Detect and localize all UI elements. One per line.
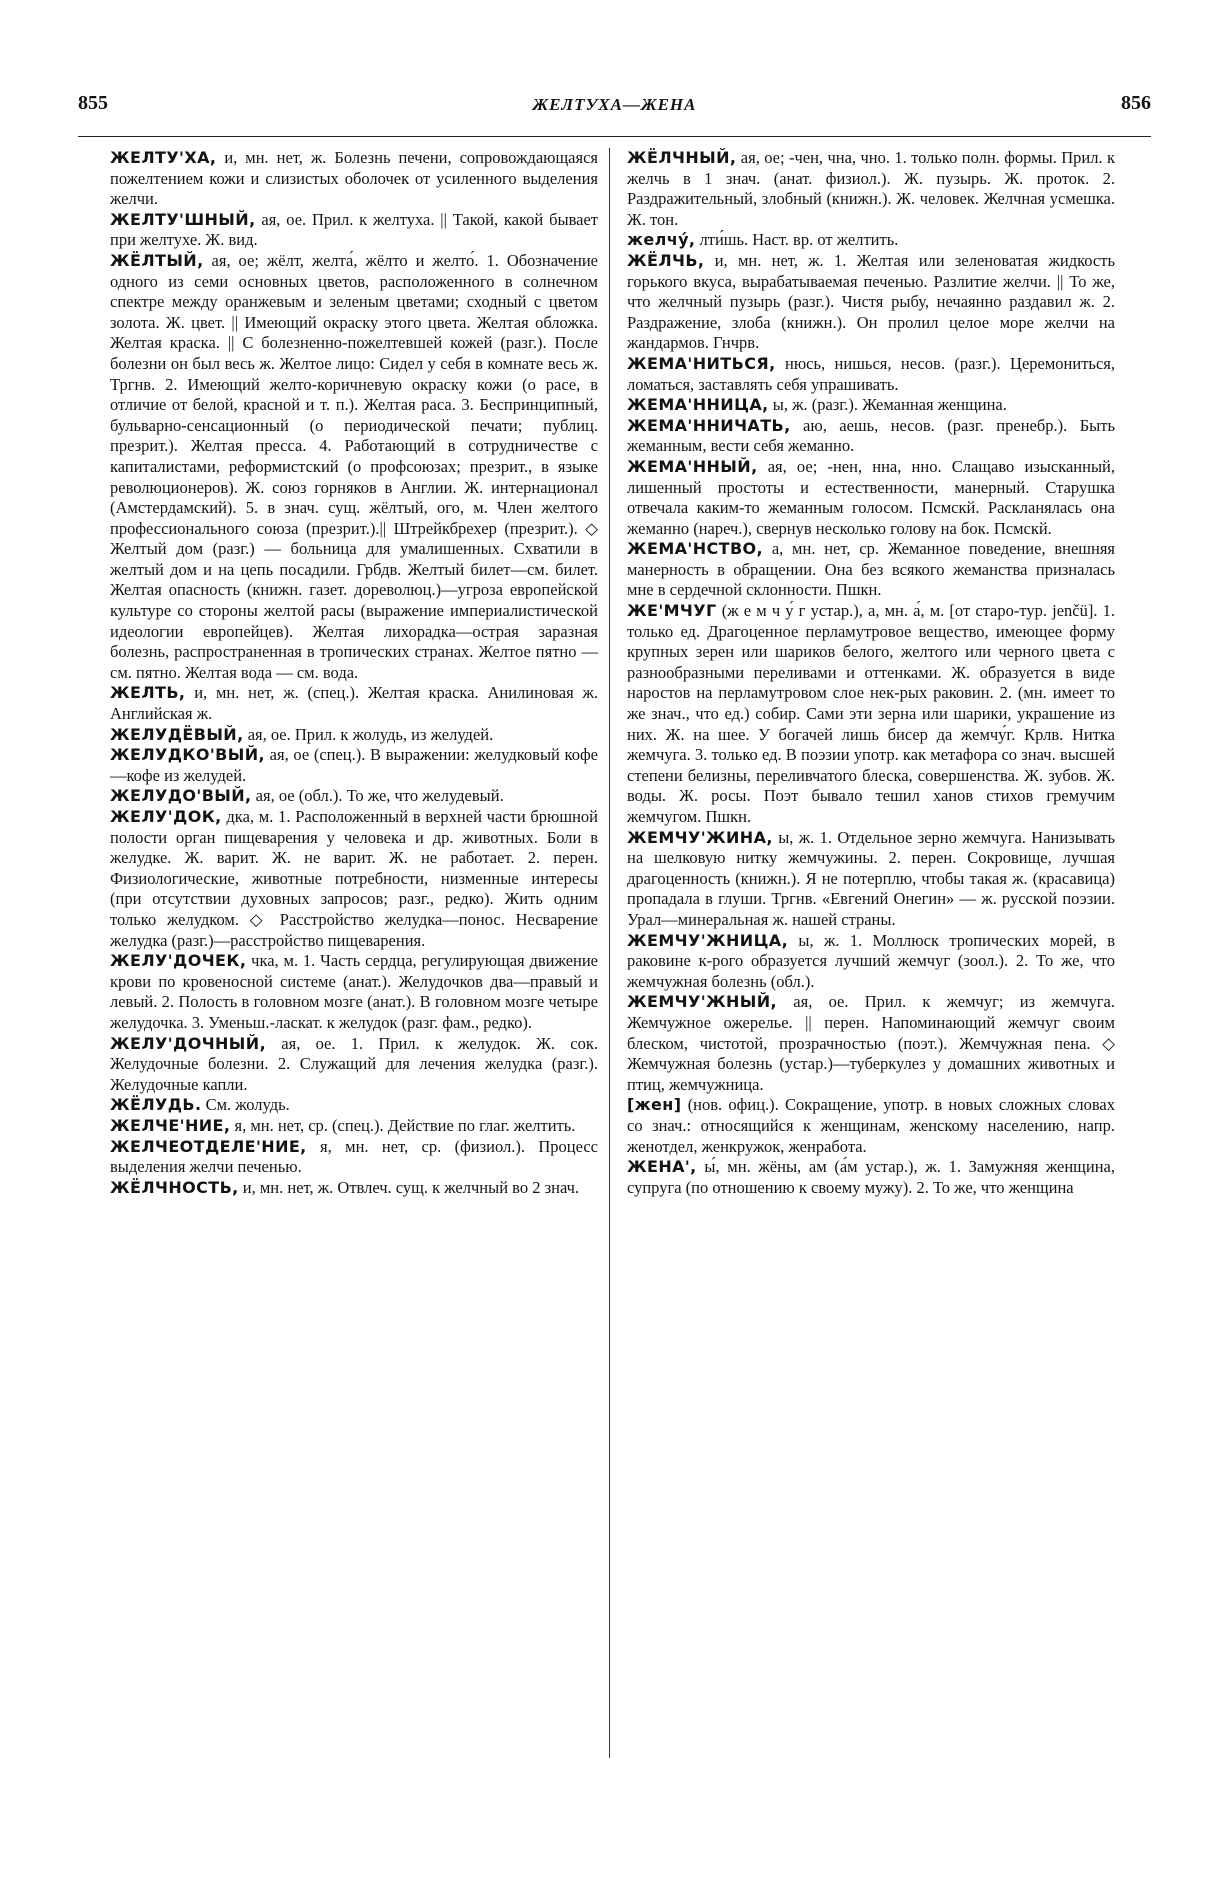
dictionary-entry bbox=[110, 210, 598, 251]
dictionary-entry bbox=[627, 601, 1115, 828]
dictionary-entry bbox=[110, 725, 598, 746]
dictionary-entry bbox=[627, 992, 1115, 1095]
entry-headword: ЖЕМА'ННИЦА, bbox=[627, 395, 769, 415]
entry-definition: дка, м. 1. Расположенный в верхней части брюшной полости орган пищеварения у человека и др. животных. Боли в желудке. Ж. варит. Ж. не варит. Ж. не работает. 2. перен. Физиологические, животные потребности, низменные интересы (при отсутствии духовных запросов; разг., редко). Жить одним только желудком. ◇ Расстройство желудка—понос. Несварение желудка (разг.)—расстройство пищеварения. bbox=[110, 807, 598, 950]
entry-headword: ЖЕЛТЬ, bbox=[110, 683, 186, 703]
right-column bbox=[627, 148, 1115, 1198]
entry-definition: я, мн. нет, ср. (спец.). Действие по глаг. желтить. bbox=[230, 1115, 576, 1135]
entry-definition: ая, ое; -чен, чна, чно. 1. только полн. формы. Прил. к желчь в 1 знач. (анат. физиол.). Ж. пузырь. Ж. проток. 2. Раздражительный, злобный (книжн.). Ж. человек. Желчная усмешка. Ж. тон. bbox=[627, 148, 1115, 229]
entry-headword: ЖЕЛУ'ДОЧНЫЙ, bbox=[110, 1033, 267, 1053]
dictionary-entry bbox=[627, 1095, 1115, 1157]
dictionary-entry bbox=[110, 1178, 598, 1199]
running-title: ЖЕЛТУХА—ЖЕНА bbox=[532, 95, 697, 114]
entry-definition: и, мн. нет, ж. Отвлеч. сущ. к желчный во 2 знач. bbox=[238, 1177, 580, 1197]
dictionary-entry bbox=[627, 230, 1115, 251]
entry-headword: ЖЁЛЧНЫЙ, bbox=[627, 148, 737, 167]
entry-definition: ы́, мн. жёны, ам (а́м устар.), ж. 1. Замужняя женщина, супруга (по отношению к своему мужу). 2. То же, что женщина bbox=[627, 1157, 1115, 1197]
entry-headword: ЖЕЛТУ'ШНЫЙ, bbox=[110, 209, 256, 229]
dictionary-entry bbox=[110, 951, 598, 1033]
entry-headword: ЖЁЛЧНОСТЬ, bbox=[110, 1177, 239, 1197]
dictionary-entry bbox=[627, 395, 1115, 416]
entry-definition: (ж е м ч у́ г устар.), а, мн. а́, м. [от старо-тур. jenčü]. 1. только ед. Драгоценное перламутровое вещество, имеющее форму крупных зерен или шариков белого, желтого или черного цвета с разнообразными переливами и оттенками. Ж. образуется в виде наростов на перламутровом слое нек-рых раковин. 2. (мн. имеет то же знач., что ед.) собир. Сами эти зерна или шарики, украшение из них. Ж. на шее. У богачей лишь бисер да жемчу́г. Крлв. Нитка жемчуга. 3. только ед. В поэзии употр. как метафора со знач. высшей степени белизны, переливчатого блеска, совершенства. Ж. зубов. Ж. воды. Ж. росы. Поэт бывало тешил ханов стихов гремучим жемчугом. Пшкн. bbox=[627, 601, 1115, 826]
entry-definition: ая, ое. 1. Прил. к желудок. Ж. сок. Желудочные болезни. 2. Служащий для лечения желудка (разг.). Желудочные капли. bbox=[110, 1033, 598, 1094]
entry-headword: ЖЕЛУДЁВЫЙ, bbox=[110, 724, 244, 744]
entry-headword: ЖЕЛУДО'ВЫЙ, bbox=[110, 786, 252, 806]
entry-definition: ая, ое. Прил. к желтуха. || Такой, какой бывает при желтухе. Ж. вид. bbox=[110, 209, 598, 250]
dictionary-entry bbox=[627, 354, 1115, 395]
dictionary-entry bbox=[110, 1137, 598, 1178]
entry-definition: я, мн. нет, ср. (физиол.). Процесс выделения желчи печенью. bbox=[110, 1136, 598, 1177]
entry-definition: ая, ое; жёлт, желта́, жёлто и желто́. 1. Обозначение одного из семи основных цветов, расположенного в солнечном спектре между оранжевым и зеленым цветами; сходный с цветом золота. Ж. цвет. || Имеющий окраску этого цвета. Желтая обложка. Желтая краска. || С болезненно-пожелтевшей кожей (разг.). После болезни он был весь ж. Желтое лицо: Сидел у себя в комнате весь ж. Тргнв. 2. Имеющий желто-коричневую окраску кожи (о расе, в отличие от белой, красной и т. п.). Желтая раса. 3. Беспринципный, бульварно-сенсационный (о периодической печати; публиц. презрит.). Желтая пресса. 4. Работающий в сотрудничестве с капиталистами, реформистский (о профсоюзах; презрит., в языке революционеров). Ж. союз горняков в Англии. Ж. интернационал (Амстердамский). 5. в знач. сущ. жёлтый, ого, м. Член желтого профессионального союза (презрит.).|| Штрейкбрехер (презрит.). ◇ Желтый дом (разг.) — больница для умалишенных. Схватили в желтый дом и на цепь посадили. Грбдв. Желтый билет—см. билет. Желтая опасность (книжн. газет. дореволюц.)—угроза европейской культуре со стороны желтой расы (выражение империалистической идеологии европейцев). Желтая лихорадка—острая заразная болезнь, распространенная в тропических странах. Желтое пятно — см. пятно. Желтая вода — см. вода. bbox=[110, 250, 598, 682]
entry-headword: ЖЕМЧУ'ЖНИЦА, bbox=[627, 930, 789, 950]
entry-definition: лти́шь. Наст. вр. от желтить. bbox=[695, 230, 899, 250]
entry-definition: ая, ое; -нен, нна, нно. Слащаво изысканный, лишенный простоты и естественности, манерный. Старушка отвечала каким-то жеманным голосом. Псмскй. Раскланялась она жеманно (нареч.), свернув несколько голову на бок. Псмскй. bbox=[627, 456, 1115, 538]
entry-headword: ЖЕЛЧЕ'НИЕ, bbox=[110, 1115, 231, 1135]
entry-headword: ЖЕНА', bbox=[627, 1157, 697, 1177]
header-rule bbox=[78, 136, 1151, 137]
entry-headword: ЖЁЛУДЬ. bbox=[110, 1095, 202, 1115]
entry-definition: ы, ж. 1. Отдельное зерно жемчуга. Нанизывать на шелковую нитку жемчужины. 2. перен. Сокровище, лучшая драгоценность (книжн.). Я не потерплю, чтобы такая ж. (красавица) пропадала в глуши. Тргнв. «Евгений Онегин» — ж. русской поэзии. Урал—минеральная ж. нашей страны. bbox=[627, 827, 1115, 929]
entry-definition: а, мн. нет, ср. Жеманное поведение, внешняя манерность в обращении. Она без всякого жеманства призналась мне в сердечной склонности. Пшкн. bbox=[627, 539, 1115, 600]
entry-headword: ЖЕМА'ННЫЙ, bbox=[627, 456, 758, 476]
entry-headword: ЖЕЛУ'ДОЧЕК, bbox=[110, 951, 247, 971]
dictionary-entry bbox=[627, 539, 1115, 601]
dictionary-entry bbox=[627, 828, 1115, 931]
entry-definition: ая, ое (обл.). То же, что желудевый. bbox=[251, 786, 504, 806]
entry-definition: чка, м. 1. Часть сердца, регулирующая движение крови по кровеносной системе (анат.). Желудочков два—правый и левый. 2. Полость в головном мозге (анат.). В головном мозге четыре желудочка. 3. Уменьш.-ласкат. к желудок (разг. фам., редко). bbox=[110, 951, 598, 1032]
page-number-left: 855 bbox=[78, 92, 108, 114]
dictionary-entry bbox=[110, 1034, 598, 1096]
entry-headword: ЖЕМА'ННИЧАТЬ, bbox=[627, 415, 791, 435]
entry-headword: желчу́, bbox=[627, 230, 696, 250]
entry-definition: ая, ое. Прил. к жемчуг; из жемчуга. Жемчужное ожерелье. || перен. Напоминающий жемчуг своим блеском, чистотой, прозрачностью (поэт.). Жемчужная пена. ◇ Жемчужная болезнь (устар.)—туберкулез у домашних животных и птиц, жемчужница. bbox=[627, 992, 1115, 1094]
entry-definition: и, мн. нет, ж. Болезнь печени, сопровождающаяся пожелтением кожи и слизистых оболочек от усиленного выделения желчи. bbox=[110, 148, 598, 209]
dictionary-entry bbox=[110, 251, 598, 683]
entry-headword: ЖЕЛУ'ДОК, bbox=[110, 807, 222, 826]
entry-definition: нюсь, нишься, несов. (разг.). Церемониться, ломаться, заставлять себя упрашивать. bbox=[627, 353, 1115, 394]
dictionary-entry bbox=[627, 251, 1115, 354]
entry-headword: ЖЕМЧУ'ЖНЫЙ, bbox=[627, 992, 778, 1012]
dictionary-entry bbox=[627, 457, 1115, 539]
page-number-right: 856 bbox=[1121, 92, 1151, 114]
entry-definition: и, мн. нет, ж. 1. Желтая или зеленоватая жидкость горького вкуса, вырабатываемая печенью. Разлитие желчи. || То же, что желчный пузырь (разг.). Чистя рыбу, нечаянно раздавил ж. 2. Раздражение, злоба (книжн.). Он пролил целое море желчи на жандармов. Гнчрв. bbox=[627, 250, 1115, 353]
entry-headword: ЖЕМА'НИТЬСЯ, bbox=[627, 353, 776, 373]
dictionary-entry bbox=[627, 416, 1115, 457]
dictionary-entry bbox=[110, 683, 598, 724]
dictionary-entry bbox=[110, 1116, 598, 1137]
dictionary-entry bbox=[627, 931, 1115, 993]
dictionary-entry bbox=[110, 148, 598, 210]
entry-headword: ЖЕМЧУ'ЖИНА, bbox=[627, 827, 773, 847]
entry-headword: ЖЕЛЧЕОТДЕЛЕ'НИЕ, bbox=[110, 1136, 307, 1156]
entry-definition: ая, ое (спец.). В выражении: желудковый кофе—кофе из желудей. bbox=[110, 745, 598, 785]
entry-headword: ЖЁЛТЫЙ, bbox=[110, 250, 204, 270]
dictionary-entry bbox=[110, 745, 598, 786]
column-divider bbox=[609, 148, 610, 1758]
entry-definition: См. жолудь. bbox=[201, 1095, 290, 1115]
entry-definition: и, мн. нет, ж. (спец.). Желтая краска. Анилиновая ж. Английская ж. bbox=[110, 683, 598, 724]
dictionary-entry bbox=[627, 1157, 1115, 1198]
dictionary-entry bbox=[110, 807, 598, 951]
entry-headword: ЖЁЛЧЬ, bbox=[627, 250, 705, 270]
entry-headword: ЖЕМА'НСТВО, bbox=[627, 539, 764, 559]
entry-definition: ая, ое. Прил. к жолудь, из желудей. bbox=[243, 724, 494, 744]
left-column bbox=[110, 148, 598, 1198]
entry-headword: ЖЕЛУДКО'ВЫЙ, bbox=[110, 745, 266, 765]
entry-headword: ЖЕ'МЧУГ bbox=[627, 601, 717, 621]
entry-definition: аю, аешь, несов. (разг. пренебр.). Быть жеманным, вести себя жеманно. bbox=[627, 415, 1115, 456]
entry-definition: ы, ж. 1. Моллюск тропических морей, в раковине к-рого образуется лучший жемчуг (зоол.). 2. То же, что жемчужная болезнь (обл.). bbox=[627, 930, 1115, 991]
entry-headword: ЖЕЛТУ'ХА, bbox=[110, 148, 217, 167]
dictionary-entry bbox=[627, 148, 1115, 230]
dictionary-entry bbox=[110, 1095, 598, 1116]
entry-definition: (нов. офиц.). Сокращение, употр. в новых сложных словах со знач.: относящийся к женщинам, женскому населению, напр. женотдел, женкружок, женработа. bbox=[627, 1095, 1115, 1156]
entry-definition: ы, ж. (разг.). Жеманная женщина. bbox=[768, 395, 1007, 415]
entry-headword: [жен] bbox=[627, 1095, 682, 1115]
running-head bbox=[78, 92, 1151, 122]
dictionary-entry bbox=[110, 786, 598, 807]
